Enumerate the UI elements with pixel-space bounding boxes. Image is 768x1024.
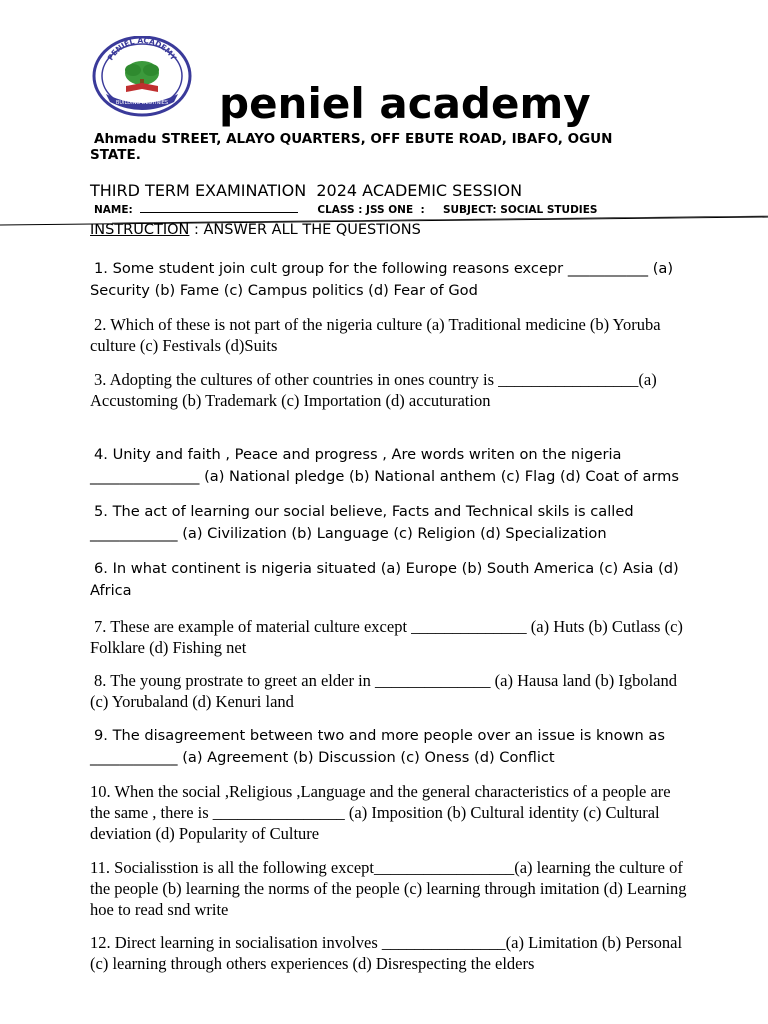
subject-label: SUBJECT: SOCIAL STUDIES <box>442 204 598 216</box>
question-9: 9. The disagreement between two and more people over an issue is known as ____________ (a) Agreement (b) Discussion (c) Oness (d) Conflict <box>90 727 665 766</box>
school-name: peniel academy <box>219 79 591 128</box>
instruction-label: INSTRUCTION <box>90 222 190 238</box>
logo-arc-text: PENIEL ACADEMY <box>105 36 179 62</box>
question-2: 2. Which of these is not part of the nigeria culture (a) Traditional medicine (b) Yoruba culture (c) Festivals (d)Suits <box>90 315 661 355</box>
name-label: NAME: <box>94 204 133 216</box>
instruction-line <box>90 220 421 240</box>
question-1: 1. Some student join cult group for the following reasons excepr ___________ (a) Security (b) Fame (c) Campus politics (d) Fear of God <box>90 260 674 299</box>
instruction-text: : ANSWER ALL THE QUESTIONS <box>189 222 421 238</box>
exam-title: THIRD TERM EXAMINATION 2024 ACADEMIC SESSION <box>90 181 523 200</box>
school-address: Ahmadu STREET, ALAYO QUARTERS, OFF EBUTE ROAD, IBAFO, OGUN STATE. <box>90 131 613 163</box>
logo-banner-text: BUILDING DESTINIES <box>115 100 169 106</box>
question-11: 11. Socialisstion is all the following except_________________(a) learning the culture of the people (b) learning the norms of the people (c) learning through imitation (d) Learning hoe to read snd write <box>90 858 687 919</box>
question-7: 7. These are example of material culture except ______________ (a) Huts (b) Cutlass (c) Folklare (d) Fishing net <box>90 617 683 657</box>
question-4: 4. Unity and faith , Peace and progress , Are words writen on the nigeria _______________ (a) National pledge (b) National anthem (c) Flag (d) Coat of arms <box>90 446 679 485</box>
school-logo <box>92 36 192 118</box>
question-6: 6. In what continent is nigeria situated (a) Europe (b) South America (c) Asia (d) Africa <box>90 560 679 599</box>
question-3: 3. Adopting the cultures of other countries in ones country is _________________(a) Accustoming (b) Trademark (c) Importation (d) accuturation <box>90 370 657 410</box>
school-crest-icon <box>92 36 192 118</box>
question-12: 12. Direct learning in socialisation involves _______________(a) Limitation (b) Personal (c) learning through others experiences (d) Disrespecting the elders <box>90 933 683 973</box>
question-5: 5. The act of learning our social believe, Facts and Technical skils is called ____________ (a) Civilization (b) Language (c) Religion (d) Specialization <box>90 503 634 542</box>
question-10: 10. When the social ,Religious ,Language and the general characteristics of a people are the same , there is ________________ (a) Imposition (b) Cultural identity (c) Cultural deviation (d) Popularity of Culture <box>90 782 671 843</box>
class-label: CLASS : JSS ONE : <box>317 204 425 216</box>
question-8: 8. The young prostrate to greet an elder in ______________ (a) Hausa land (b) Igboland (c) Yorubaland (d) Kenuri land <box>90 671 677 711</box>
